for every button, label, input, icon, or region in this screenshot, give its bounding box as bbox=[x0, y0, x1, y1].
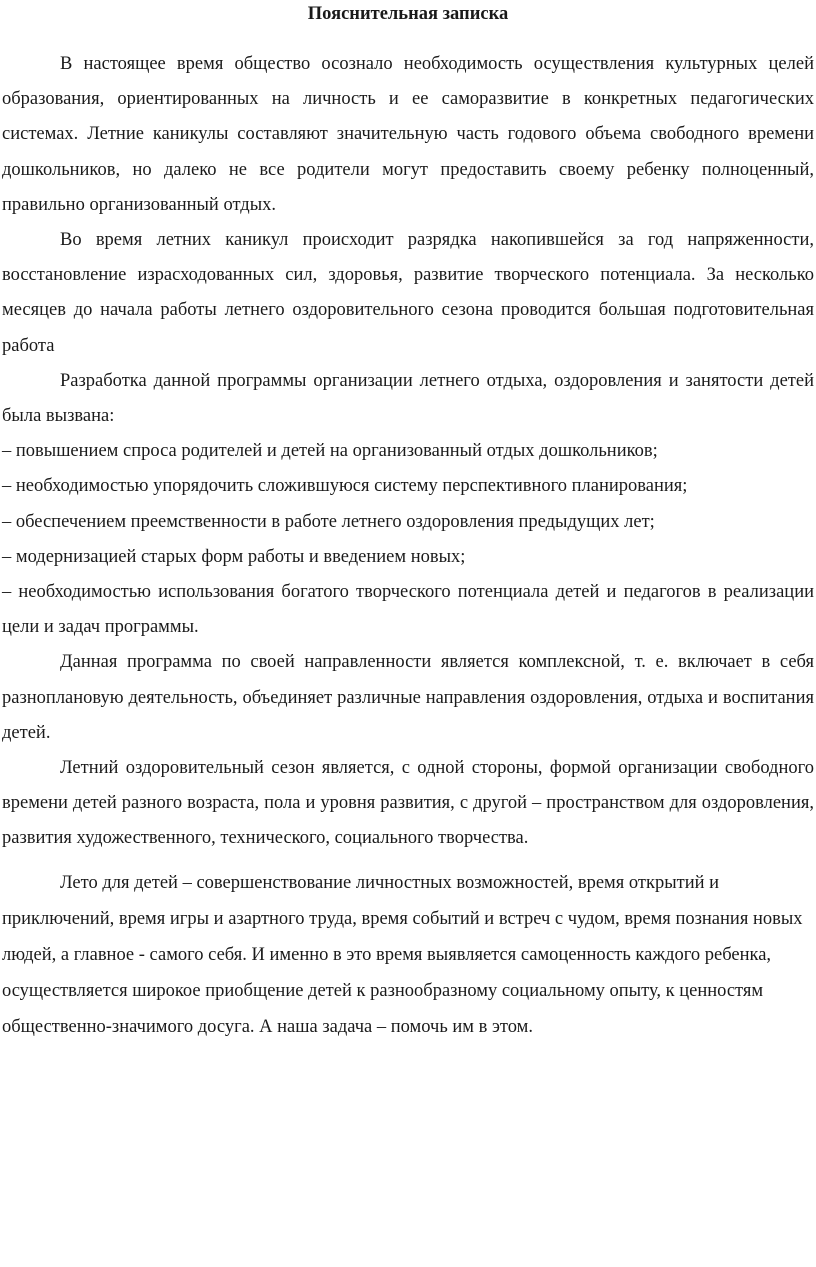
paragraph-program-complex: Данная программа по своей направленности является комплексной, т. е. включает в себя разноплановую деятельность, объединяет различные направления оздоровления, отдыха и воспитания детей. bbox=[2, 652, 814, 743]
paragraph-summer-season: Летний оздоровительный сезон является, с одной стороны, формой организации свободного времени детей разного возраста, пола и уровня развития, с другой – пространством для оздоровления, развития художественного, технического, социального творчества. bbox=[2, 758, 814, 849]
list-item: – необходимостью использования богатого творческого потенциала детей и педагогов в реализации цели и задач программы. bbox=[2, 582, 814, 638]
paragraph-intro: В настоящее время общество осознало необходимость осуществления культурных целей образования, ориентированных на личность и ее саморазвитие в конкретных педагогических системах. Летние каникулы составляют значительную часть годового объема свободного времени дошкольников, но далеко не все родители могут предоставить своему ребенку полноценный, правильно организованный отдых. bbox=[2, 54, 814, 215]
document-title: Пояснительная записка bbox=[307, 4, 509, 24]
list-item: – повышением спроса родителей и детей на организованный отдых дошкольников; bbox=[2, 441, 658, 462]
list-item: – модернизацией старых форм работы и введением новых; bbox=[2, 546, 466, 567]
paragraph-program-reasons: Разработка данной программы организации летнего отдыха, оздоровления и занятости детей была вызвана: bbox=[2, 370, 814, 427]
list-item: – обеспечением преемственности в работе летнего оздоровления предыдущих лет; bbox=[2, 511, 655, 532]
list-item: – необходимостью упорядочить сложившуюся систему перспективного планирования; bbox=[2, 476, 688, 497]
paragraph-summer-holidays: Во время летних каникул происходит разрядка накопившейся за год напряженности, восстановление израсходованных сил, здоровья, развитие творческого потенциала. За несколько месяцев до начала работы летнего оздоровительного сезона проводится большая подготовительная работа bbox=[2, 230, 814, 356]
paragraph-summer-for-children: Лето для детей – совершенствование личностных возможностей, время открытий и приключений, время игры и азартного труда, время событий и встреч с чудом, время познания новых людей, а главное - самого себя. И именно в это время выявляется самоценность каждого ребенка, осуществляется широкое приобщение детей к разнообразному социальному опыту, к ценностям общественно-значимого досуга. А наша задача – помочь им в этом. bbox=[2, 872, 803, 1038]
